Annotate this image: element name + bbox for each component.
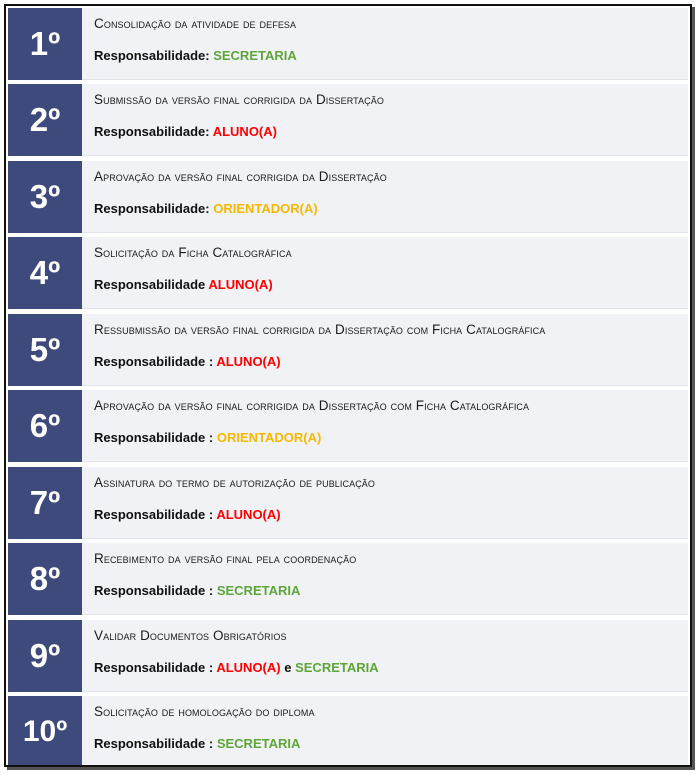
responsibility-value: SECRETARIA xyxy=(216,583,301,598)
step-number: 10º xyxy=(8,696,82,767)
step-content xyxy=(82,620,688,692)
step-content xyxy=(82,8,688,80)
responsibility-value: ALUNO(A) xyxy=(216,507,281,522)
step-responsibility xyxy=(94,124,277,139)
responsibility-label: Responsabilidade : xyxy=(94,354,214,369)
responsibility-value: ORIENTADOR(A) xyxy=(213,201,318,216)
step-responsibility xyxy=(94,736,300,751)
responsibility-value: ALUNO(A) xyxy=(216,354,281,369)
step-title: Recebimento da versão final pela coordenação xyxy=(94,551,357,566)
step-number: 1º xyxy=(8,8,82,80)
step-title: Validar Documentos Obrigatórios xyxy=(94,628,287,643)
step-content xyxy=(82,696,688,767)
responsibility-label: Responsabilidade: xyxy=(94,48,210,63)
step-content xyxy=(82,543,688,615)
responsibility-value: SECRETARIA xyxy=(213,48,297,63)
step-title: Aprovação da versão final corrigida da Dissertação com Ficha Catalográfica xyxy=(94,398,530,413)
step-number: 8º xyxy=(8,543,82,615)
step-number: 7º xyxy=(8,467,82,539)
responsibility-label: Responsabilidade : xyxy=(94,507,214,522)
step-row xyxy=(8,620,688,692)
responsibility-label: Responsabilidade : xyxy=(94,583,214,598)
responsibility-value: SECRETARIA xyxy=(295,660,379,675)
step-content xyxy=(82,314,688,386)
responsibility-label: Responsabilidade: xyxy=(94,201,210,216)
step-row xyxy=(8,543,688,615)
step-responsibility xyxy=(94,201,318,216)
responsibility-label: Responsabilidade : xyxy=(94,660,214,675)
step-title: Solicitação de homologação do diploma xyxy=(94,704,315,719)
responsibility-value: ALUNO(A) xyxy=(212,124,277,139)
steps-list xyxy=(8,8,688,763)
step-number: 5º xyxy=(8,314,82,386)
step-row xyxy=(8,237,688,309)
step-row xyxy=(8,84,688,156)
step-content xyxy=(82,84,688,156)
step-content xyxy=(82,467,688,539)
step-row xyxy=(8,8,688,80)
step-responsibility xyxy=(94,507,281,522)
step-title: Submissão da versão final corrigida da Dissertação xyxy=(94,92,384,107)
responsibility-label: Responsabilidade : xyxy=(94,736,214,751)
responsibility-value: SECRETARIA xyxy=(216,736,301,751)
step-responsibility xyxy=(94,583,300,598)
step-title: Solicitação da Ficha Catalográfica xyxy=(94,245,292,260)
steps-panel xyxy=(4,4,692,767)
step-row xyxy=(8,161,688,233)
responsibility-label: Responsabilidade: xyxy=(94,124,210,139)
responsibility-value: ORIENTADOR(A) xyxy=(216,430,322,445)
step-content xyxy=(82,161,688,233)
step-row xyxy=(8,467,688,539)
step-title: Aprovação da versão final corrigida da Dissertação xyxy=(94,169,387,184)
responsibility-value: ALUNO(A) xyxy=(208,277,273,292)
step-content xyxy=(82,390,688,462)
step-number: 9º xyxy=(8,620,82,692)
step-number: 6º xyxy=(8,390,82,462)
step-responsibility xyxy=(94,660,379,675)
step-row xyxy=(8,390,688,462)
step-responsibility xyxy=(94,48,297,63)
step-title: Consolidação da atividade de defesa xyxy=(94,16,297,31)
step-title: Assinatura do termo de autorização de publicação xyxy=(94,475,376,490)
step-row xyxy=(8,314,688,386)
step-row xyxy=(8,696,688,767)
step-number: 3º xyxy=(8,161,82,233)
step-responsibility xyxy=(94,430,321,445)
step-title: Ressubmissão da versão final corrigida da Dissertação com Ficha Catalográfica xyxy=(94,322,546,337)
responsibility-label: Responsabilidade xyxy=(94,277,206,292)
step-responsibility xyxy=(94,354,281,369)
step-responsibility xyxy=(94,277,273,292)
responsibility-conjunction: e xyxy=(284,660,292,675)
step-content xyxy=(82,237,688,309)
step-number: 2º xyxy=(8,84,82,156)
responsibility-label: Responsabilidade : xyxy=(94,430,214,445)
responsibility-value: ALUNO(A) xyxy=(216,660,281,675)
step-number: 4º xyxy=(8,237,82,309)
